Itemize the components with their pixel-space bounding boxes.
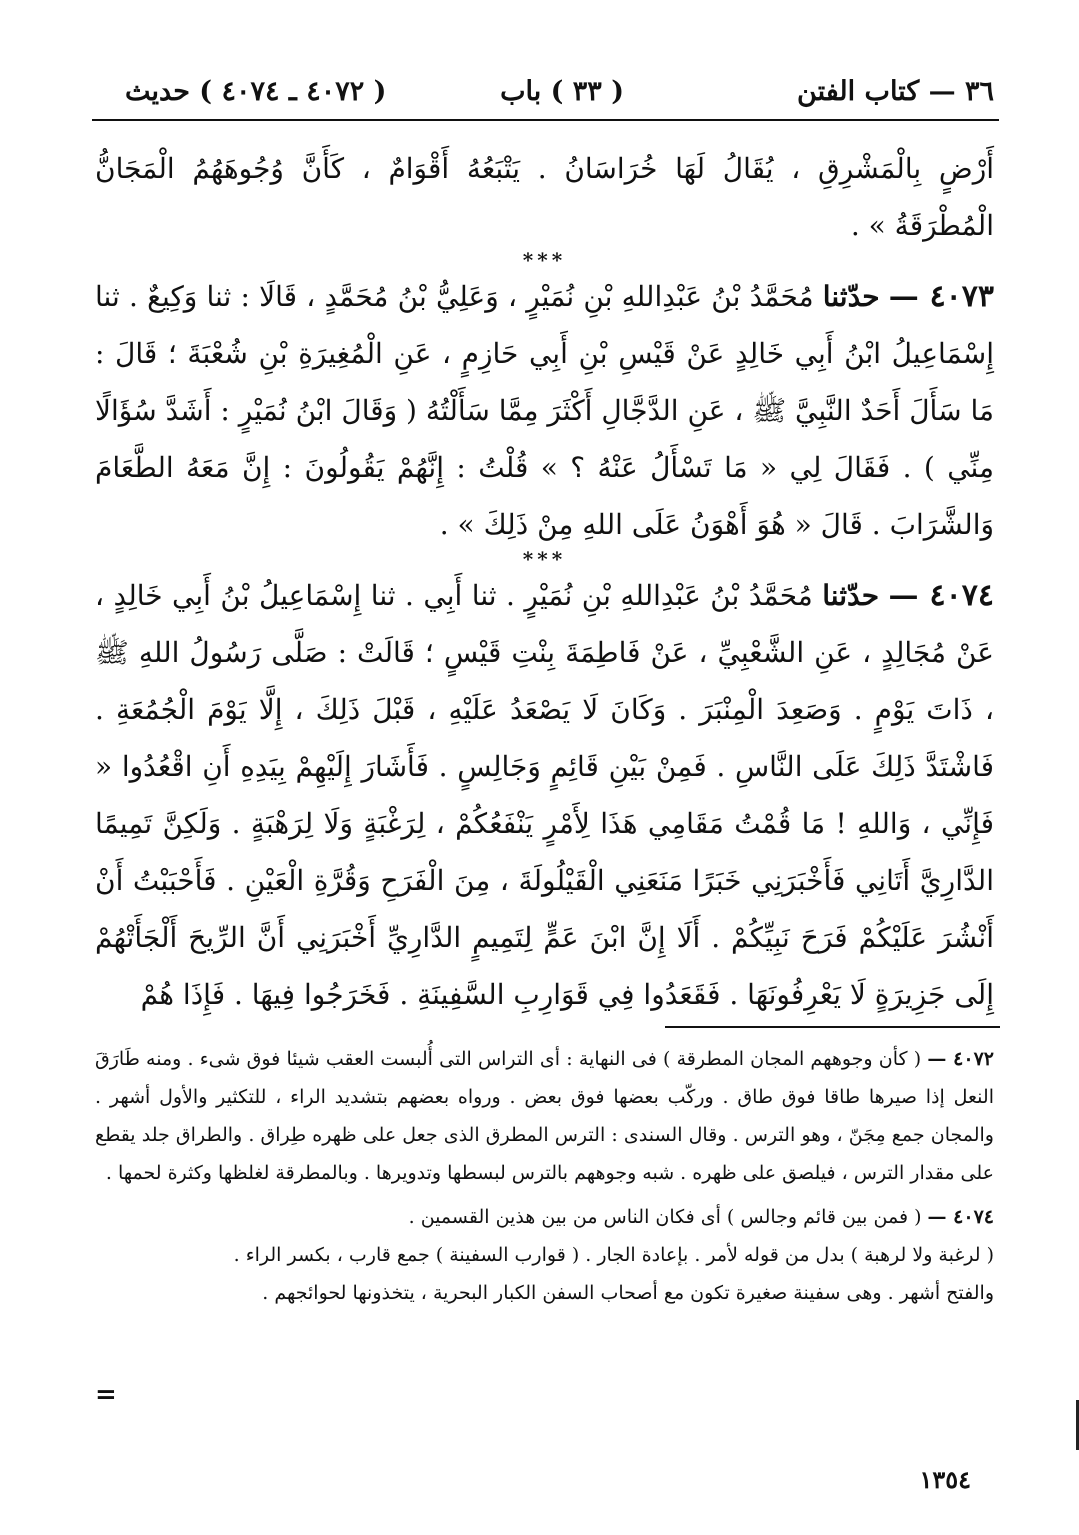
footnote-number: ٤٠٧٢ —	[927, 1048, 994, 1070]
hadith-4074	[95, 567, 994, 1023]
footnote-text: ( فمن بين قائم وجالس ) أى فكان الناس من بين هذين القسمين .	[408, 1206, 922, 1228]
footnote-number: ٤٠٧٤ —	[927, 1206, 994, 1228]
hadith-4073	[95, 268, 994, 553]
footnote-text: ( لرغبة ولا لرهبة ) بدل من قوله لأمر . بإعادة الجار . ( قوارب السفينة ) جمع قارب ، بكسر الراء .	[233, 1244, 994, 1266]
hadith-text: مُحَمَّدُ بْنُ عَبْدِاللهِ بْنِ نُمَيْرٍ ، وَعَلِيُّ بْنُ مُحَمَّدٍ ، قَالَا : ثنا وَكِيعٌ . ثنا إِسْمَاعِيلُ ابْنُ أَبِي خَالِدٍ عَنْ قَيْسِ بْنِ أَبِي حَازِمٍ ، عَنِ الْمُغِيرَةِ بْنِ شُعْبَةَ ؛ قَالَ : مَا سَأَلَ أَحَدٌ النَّبِيَّ ﷺ ، عَنِ الدَّجَّالِ أَكْثَرَ مِمَّا سَأَلْتُهُ ( وَقَالَ ابْنُ نُمَيْرٍ : أَشَدَّ سُؤَالًا مِنِّي ) . فَقَالَ لِي « مَا تَسْأَلُ عَنْهُ ؟ » قُلْتُ : إِنَّهُمْ يَقُولُونَ : إِنَّ مَعَهُ الطَّعَامَ وَالشَّرَابَ . قَالَ « هُوَ أَهْوَنُ عَلَى اللهِ مِنْ ذَلِكَ » .	[95, 280, 994, 541]
separator-stars: ***	[522, 248, 567, 272]
hadith-number: ٤٠٧٤ —	[888, 578, 994, 613]
separator-stars: ***	[522, 547, 567, 571]
footnote-4074	[95, 1198, 994, 1312]
header-book-title: ٣٦ — كتاب الفتن	[797, 76, 994, 107]
footnote-4072	[95, 1040, 994, 1192]
continued-mark: =	[95, 1380, 117, 1410]
hadith-number: ٤٠٧٣ —	[888, 279, 995, 314]
continuation-text: أَرْضٍ بِالْمَشْرِقِ ، يُقَالُ لَهَا خُرَاسَانُ . يَتْبَعُهُ أَقْوَامٌ ، كَأَنَّ وُجُوهَهُمُ الْمَجَانُّ الْمُطْرَقَةُ » .	[95, 152, 994, 242]
running-header	[95, 70, 994, 120]
footnotes	[95, 1040, 994, 1318]
haddathana-word: حدّثنا	[822, 579, 880, 612]
hadith-text: مُحَمَّدُ بْنُ عَبْدِاللهِ بْنِ نُمَيْرٍ . ثنا أَبِي . ثنا إِسْمَاعِيلُ بْنُ أَبِي خَالِدٍ ، عَنْ مُجَالِدٍ ، عَنِ الشَّعْبِيِّ ، عَنْ فَاطِمَةَ بِنْتِ قَيْسٍ ؛ قَالَتْ : صَلَّى رَسُولُ اللهِ ﷺ ، ذَاتَ يَوْمٍ . وَصَعِدَ الْمِنْبَرَ . وَكَانَ لَا يَصْعَدُ عَلَيْهِ ، قَبْلَ ذَلِكَ ، إِلَّا يَوْمَ الْجُمُعَةِ . فَاشْتَدَّ ذَلِكَ عَلَى النَّاسِ . فَمِنْ بَيْنِ قَائِمٍ وَجَالِسٍ . فَأَشَارَ إِلَيْهِمْ بِيَدِهِ أَنِ اقْعُدُوا « فَإِنِّي ، وَاللهِ ! مَا قُمْتُ مَقَامِي هَذَا لِأَمْرٍ يَنْفَعُكُمْ ، لِرَغْبَةٍ وَلَا لِرَهْبَةٍ . وَلَكِنَّ تَمِيمًا الدَّارِيَّ أَتَانِي فَأَخْبَرَنِي خَبَرًا مَنَعَنِي الْقَيْلُولَةَ ، مِنَ الْفَرَحِ وَقُرَّةِ الْعَيْنِ . فَأَحْبَبْتُ أَنْ أَنْشُرَ عَلَيْكُمْ فَرَحَ نَبِيِّكُمْ . أَلَا إِنَّ ابْنَ عَمٍّ لِتَمِيمٍ الدَّارِيِّ أَخْبَرَنِي أَنَّ الرِّيحَ أَلْجَأَتْهُمْ إِلَى جَزِيرَةٍ لَا يَعْرِفُونَهَا . فَقَعَدُوا فِي قَوَارِبِ السَّفِينَةِ . فَخَرَجُوا فِيهَا . فَإِذَا هُمْ	[95, 579, 994, 1011]
header-rule	[92, 119, 999, 121]
haddathana-word: حدّثنا	[822, 280, 880, 313]
footnote-text: والفتح أشهر . وهى سفينة صغيرة تكون مع أصحاب السفن الكبار البحرية ، يتخذونها لحوائجهم .	[262, 1282, 994, 1304]
footnote-rule	[665, 1026, 1000, 1028]
header-chapter: ( ٣٣ ) باب	[500, 76, 624, 107]
page-number: ١٣٥٤	[919, 1465, 971, 1494]
main-text	[95, 140, 994, 1023]
header-hadith-range: ( ٤٠٧٢ ـ ٤٠٧٤ ) حديث	[125, 76, 387, 107]
footnote-text: ( كأن وجوههم المجان المطرقة ) فى النهاية : أى التراس التى أُلبست العقب شيئا فوق شىء . ومنه طَارَقَ النعل إذا صيرها طاقا فوق طاق . وركّب بعضها فوق بعض . ورواه بعضهم بتشديد الراء ، للتكثير والأول أشهر . والمجان جمع مِجَنّ ، وهو الترس . وقال السندى : الترس المطرق الذى جعل على ظهره طِراق . والطراق جلد يقطع على مقدار الترس ، فيلصق على ظهره . شبه وجوههم بالترس لبسطها وتدويرها . وبالمطرقة لغلظها وكثرة لحمها .	[95, 1048, 994, 1184]
